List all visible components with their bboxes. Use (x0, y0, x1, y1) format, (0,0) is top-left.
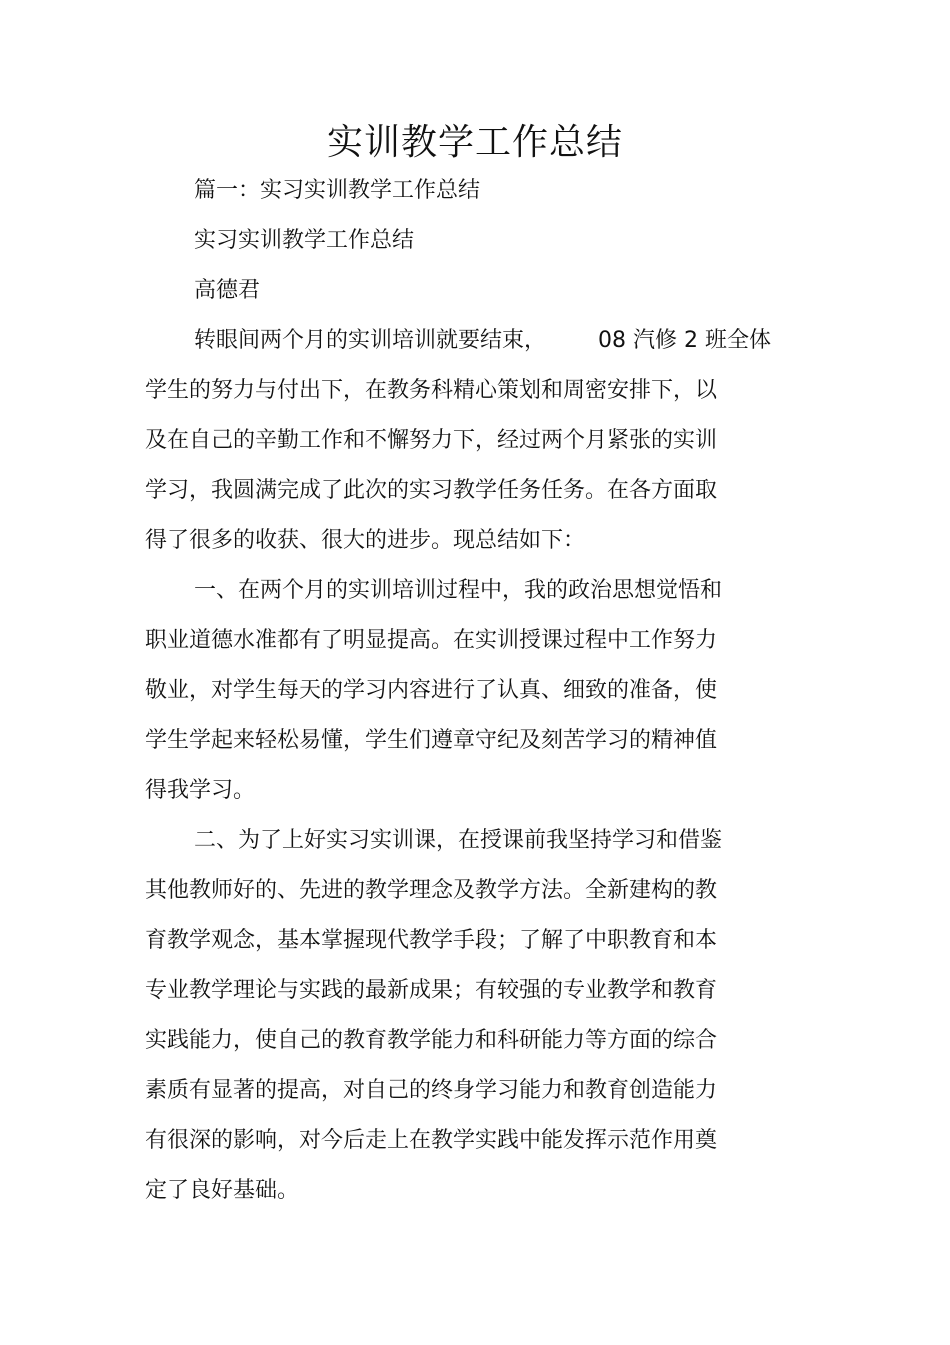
paragraph1-line: 得了很多的收获、很大的进步。现总结如下： (145, 528, 586, 553)
paragraph2-line: 职业道德水准都有了明显提高。在实训授课过程中工作努力 (145, 628, 718, 653)
paragraph2-line: 得我学习。 (145, 778, 256, 803)
paragraph1-line: 及在自己的辛勤工作和不懈努力下，经过两个月紧张的实训 (145, 428, 718, 453)
subtitle-repeat-line: 实习实训教学工作总结 (194, 228, 415, 253)
paragraph1-first-line (194, 326, 771, 356)
paragraph1-line: 学生的努力与付出下，在教务科精心策划和周密安排下，以 (145, 378, 718, 403)
paragraph3-line: 实践能力，使自己的教育教学能力和科研能力等方面的综合 (145, 1028, 718, 1053)
document-title: 实训教学工作总结 (326, 122, 623, 163)
paragraph3-line: 有很深的影响，对今后走上在教学实践中能发挥示范作用奠 (145, 1128, 718, 1153)
paragraph3-line: 二、为了上好实习实训课，在授课前我坚持学习和借鉴 (194, 828, 723, 853)
paragraph1-first-line-a: 转眼间两个月的实训培训就要结束， (194, 328, 547, 353)
paragraph3-line: 定了良好基础。 (145, 1178, 300, 1203)
paragraph2-line: 敬业，对学生每天的学习内容进行了认真、细致的准备，使 (145, 678, 718, 703)
paragraph1-line: 学习，我圆满完成了此次的实习教学任务任务。在各方面取 (145, 478, 718, 503)
subtitle-line: 篇一：实习实训教学工作总结 (194, 178, 481, 203)
paragraph2-line: 学生学起来轻松易懂，学生们遵章守纪及刻苦学习的精神值 (145, 728, 718, 753)
paragraph3-line: 专业教学理论与实践的最新成果；有较强的专业教学和教育 (145, 978, 718, 1003)
paragraph3-line: 素质有显著的提高，对自己的终身学习能力和教育创造能力 (145, 1078, 718, 1103)
author-line: 高德君 (194, 278, 261, 303)
paragraph3-line: 育教学观念，基本掌握现代教学手段；了解了中职教育和本 (145, 928, 718, 953)
paragraph1-first-line-b: 08 汽修 2 班全体 (598, 328, 771, 353)
paragraph3-line: 其他教师好的、先进的教学理念及教学方法。全新建构的教 (145, 878, 718, 903)
paragraph2-line: 一、在两个月的实训培训过程中，我的政治思想觉悟和 (194, 578, 723, 603)
